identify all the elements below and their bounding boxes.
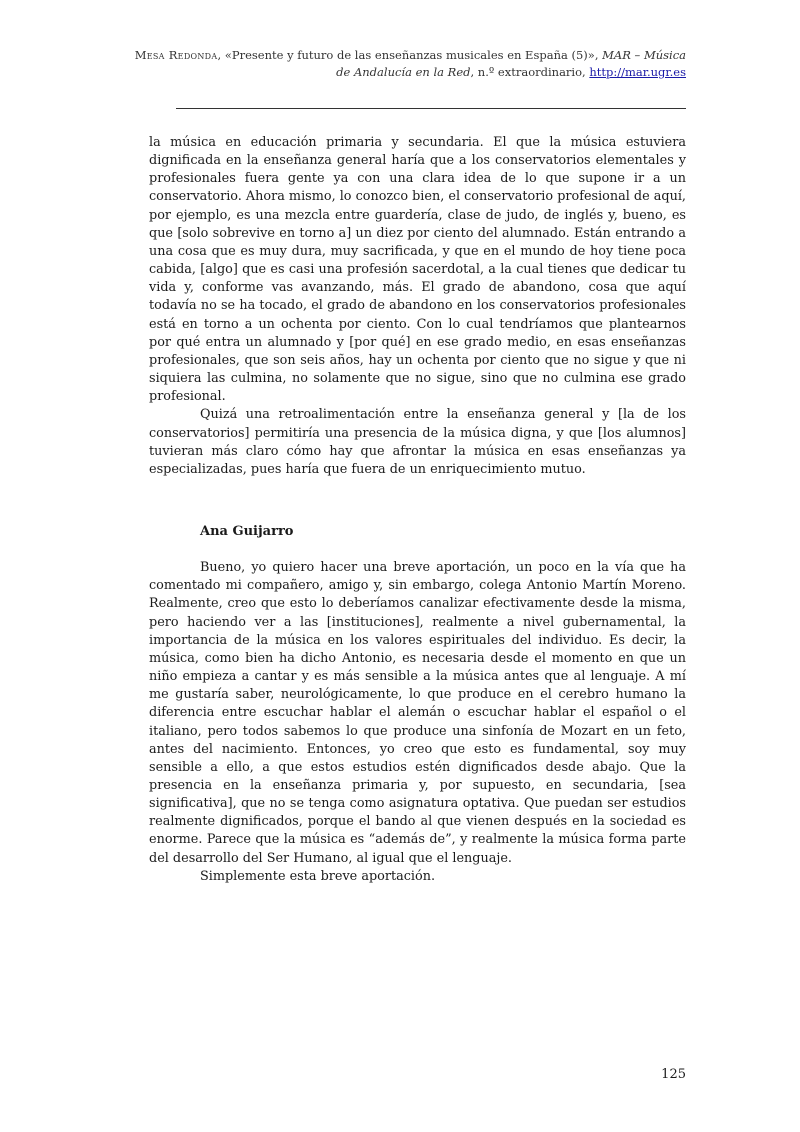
paragraph-2: Quizá una retroalimentación entre la enseñanza general y [la de los conservatorios] permitiría una presencia de la música digna, y que [los alumnos] tuvieran más claro cómo hay que afrontar la música en esas enseñanzas ya especializadas, pues haría que fuera de un enriquecimiento mutuo. — [149, 407, 686, 477]
page-number: 125 — [661, 1067, 686, 1082]
body-text — [149, 134, 686, 886]
header-author: Mesa Redonda — [134, 48, 218, 62]
paragraph-4: Simplemente esta breve aportación. — [200, 868, 436, 884]
running-head — [126, 47, 686, 81]
paragraph-1: la música en educación primaria y secundaria. El que la música estuviera dignificada en la enseñanza general haría que a los conservatorios elementales y profesionales fuera gente ya con una clara idea de lo que supone ir a un conservatorio. Ahora mismo, lo conozco bien, el conservatorio profesional de aquí, por ejemplo, es una mezcla entre guardería, clase de judo, de inglés y, bueno, es que [solo sobrevive en torno a] un diez por ciento del alumnado. Están entrando a una cosa que es muy dura, muy sacrificada, y que en el mundo de hoy tiene poca cabida, [algo] que es casi una profesión sacerdotal, a la cual tienes que dedicar tu vida y, conforme vas avanzando, más. El grado de abandono, cosa que aquí todavía no se ha tocado, el grado de abandono en los conservatorios profesionales está en torno a un ochenta por ciento. Con lo cual tendríamos que plantearnos por qué entra un alumnado y [por qué] en ese grado medio, en esas enseñanzas profesionales, que son seis años, hay un ochenta por ciento que no sigue y que ni siquiera las culmina, no solamente que no sigue, sino que no culmina ese grado profesional. — [149, 135, 686, 405]
journal-link[interactable]: http://mar.ugr.es — [589, 65, 686, 79]
header-title: , «Presente y futuro de las enseñanzas musicales en España (5)», — [217, 48, 603, 62]
header-issue: , n.º extraordinario, — [470, 65, 590, 79]
header-rule — [176, 108, 686, 109]
paragraph-3: Bueno, yo quiero hacer una breve aportación, un poco en la vía que ha comentado mi compañero, amigo y, sin embargo, colega Antonio Martín Moreno. Realmente, creo que esto lo deberíamos canalizar efectivamente desde la misma, pero haciendo ver a las [instituciones], realmente a nivel gubernamental, la importancia de la música en los valores espirituales del individuo. Es decir, la música, como bien ha dicho Antonio, es necesaria desde el momento en que un niño empieza a cantar y es más sensible a la música antes que al lenguaje. A mí me gustaría saber, neurológicamente, lo que produce en el cerebro humano la diferencia entre escuchar hablar el alemán o escuchar hablar el español o el italiano, pero todos sabemos lo que produce una sinfonía de Mozart en un feto, antes del nacimiento. Entonces, yo creo que esto es fundamental, soy muy sensible a ello, a que estos estudios estén dignificados desde abajo. Que la presencia en la enseñanza primaria y, por supuesto, en secundaria, [sea significativa], que no se tenga como asignatura optativa. Que puedan ser estudios realmente dignificados, porque el bando al que vienen después en la sociedad es enorme. Parece que la música es “además de”, y realmente la música forma parte del desarrollo del Ser Humano, al igual que el lenguaje. — [149, 560, 686, 866]
speaker-heading: Ana Guijarro — [200, 523, 294, 539]
header-journal: MAR – Música de Andalucía en la Red — [336, 48, 686, 79]
